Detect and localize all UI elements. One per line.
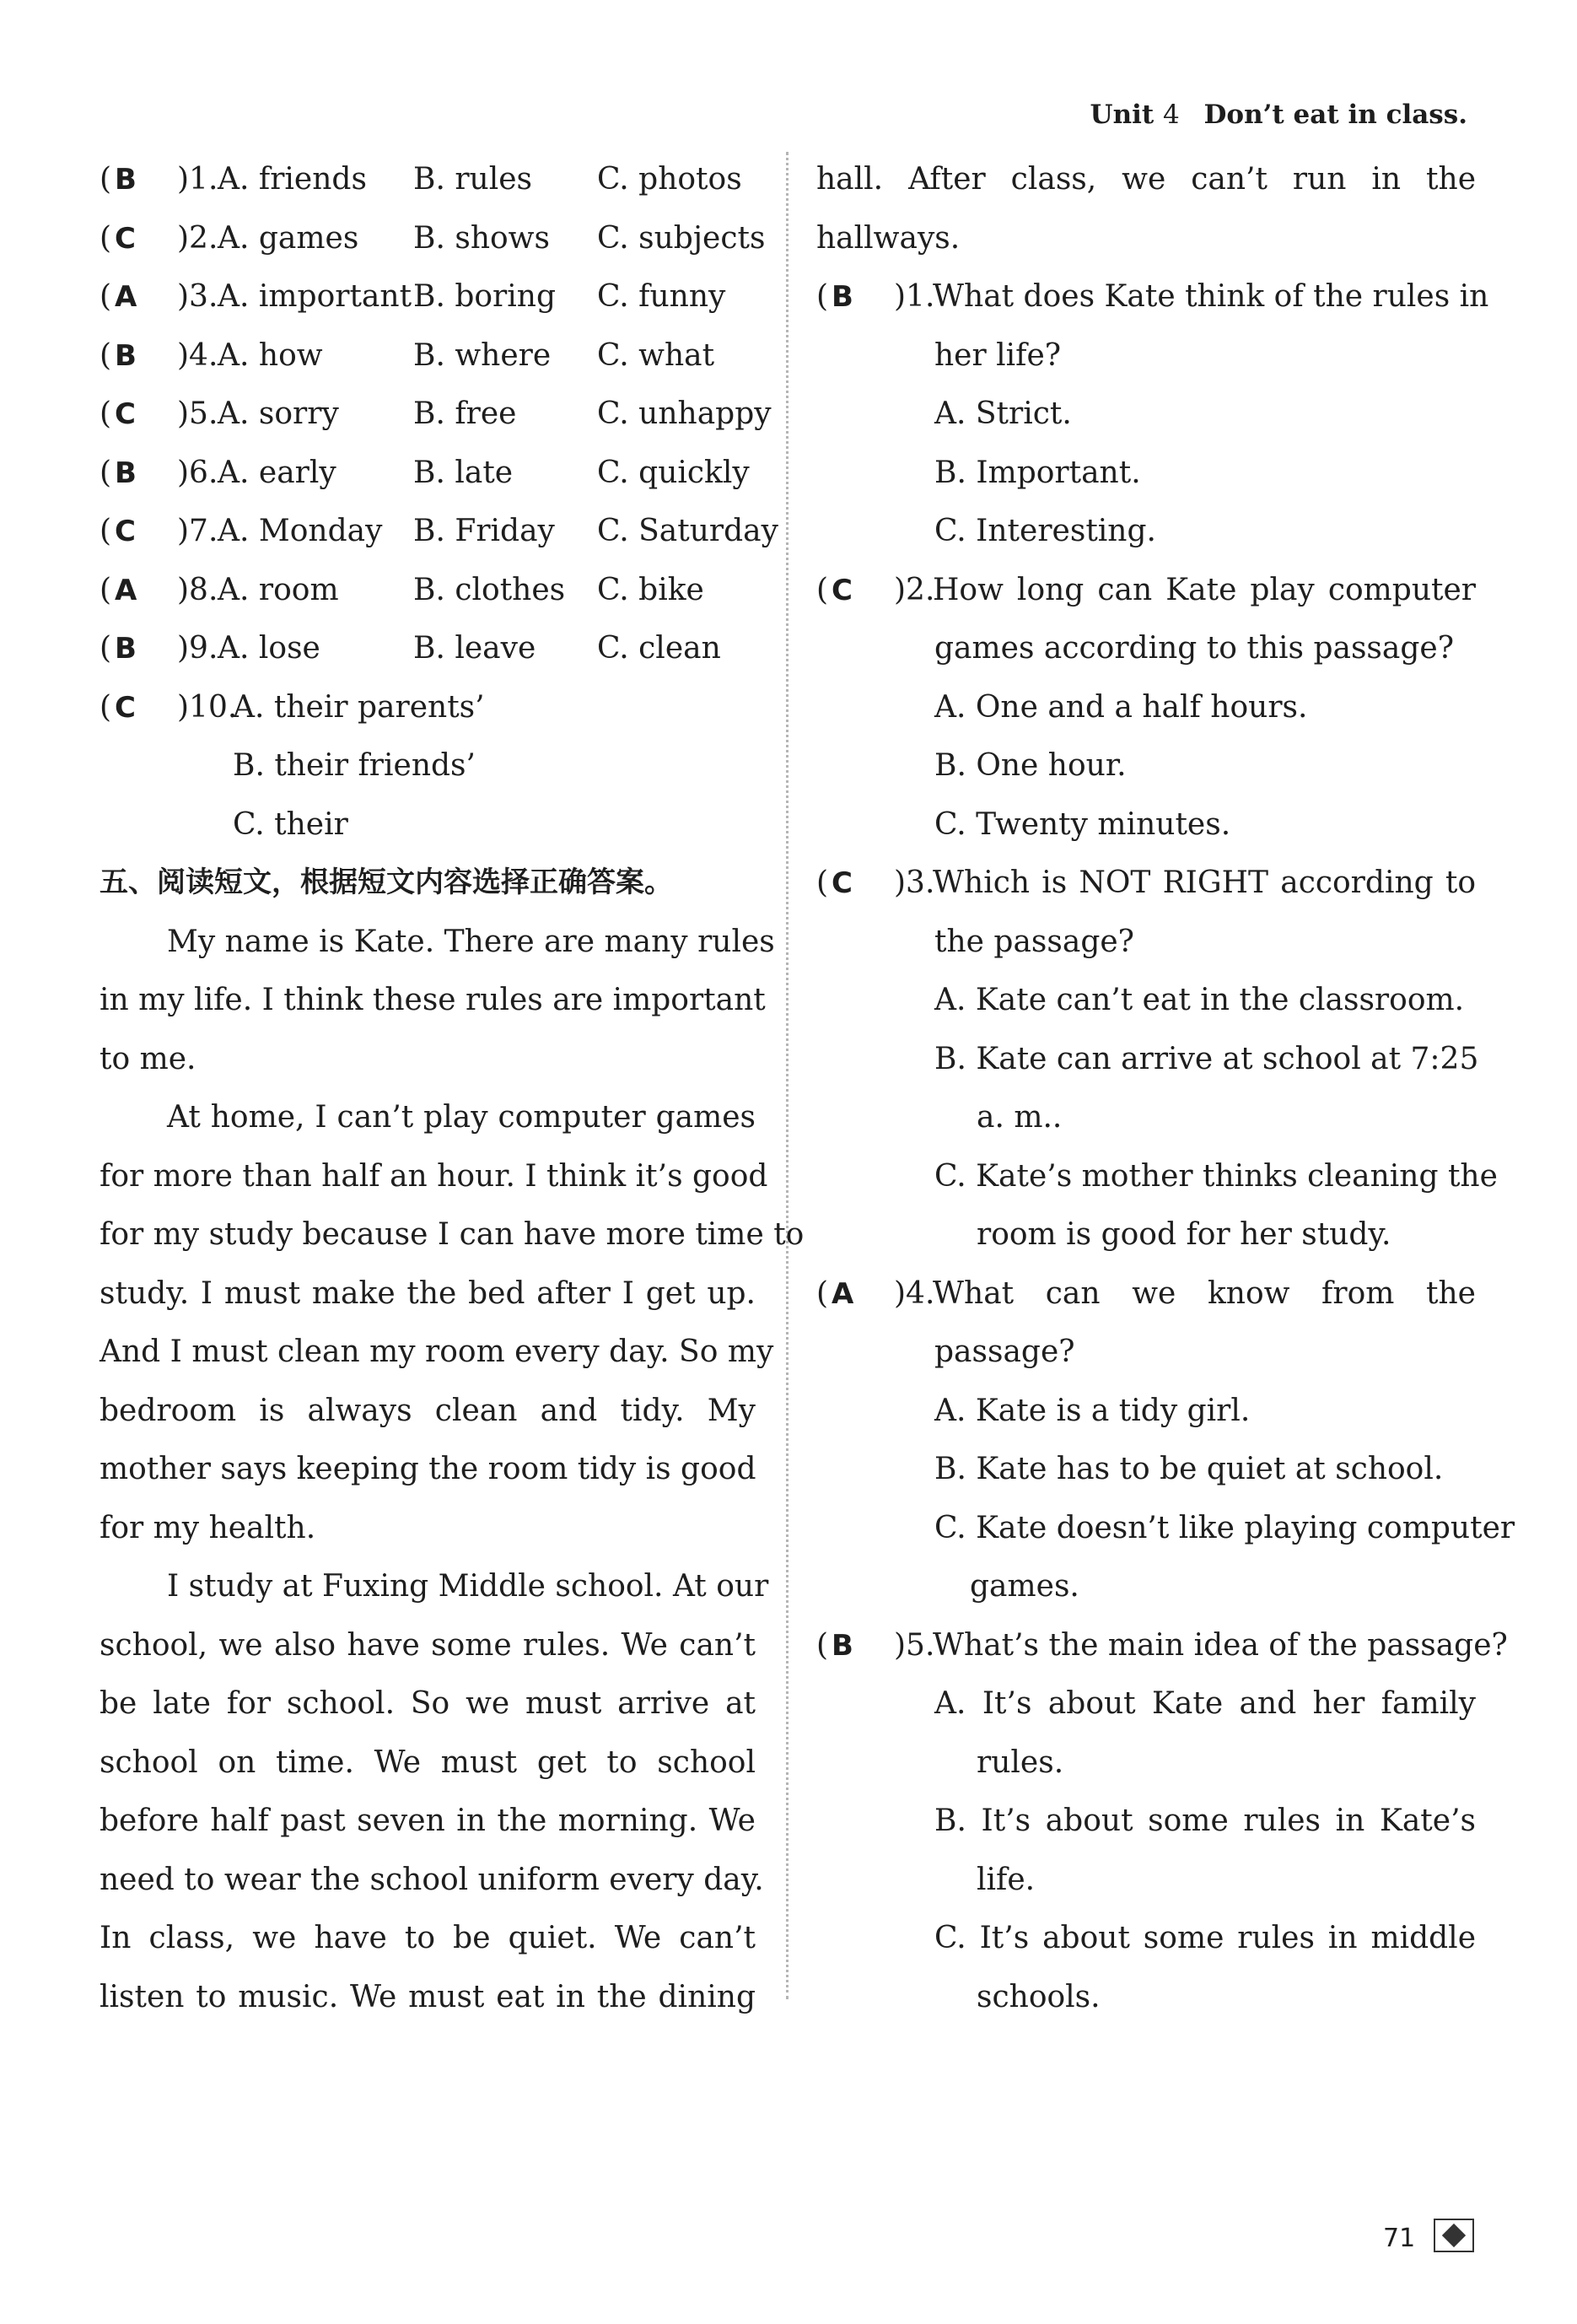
option-c-continued: games.: [970, 1569, 1079, 1604]
question-number: )6.: [177, 455, 218, 490]
question-stem: What can we know from the: [933, 1275, 1476, 1311]
option-a: A. room: [218, 572, 339, 607]
option-c: C. quickly: [597, 455, 750, 490]
option-b: B. Important.: [934, 455, 1141, 490]
option-b: B. where: [413, 337, 552, 373]
question-number: )3.: [177, 279, 218, 314]
reading-question: ( C )3. Which is NOT RIGHT according to the passage? A. Kate can’t eat in the classroom. B. Kate can arrive at school at 7:25 a. m.. C. Kate’s mother thinks cleaning the room is good for her study.: [816, 854, 1476, 1264]
passage-line: listen to music. We must eat in the dining: [100, 1979, 756, 2014]
cloze-question: ( A )3. A. important B. boring C. funny: [100, 267, 756, 326]
option-b: B. Friday: [413, 514, 555, 548]
page-number: 71: [1383, 2224, 1416, 2253]
option-b: B. late: [413, 455, 514, 490]
question-stem: games according to this passage?: [934, 631, 1455, 666]
passage-line: for more than half an hour. I think it’s good: [100, 1158, 768, 1194]
option-a: A. sorry: [218, 396, 339, 431]
cloze-question: ( C )7. A. Monday B. Friday C. Saturday: [100, 502, 756, 561]
option-c: C. Kate’s mother thinks cleaning the: [934, 1158, 1498, 1194]
question-number: )8.: [177, 572, 218, 607]
passage-line: to me.: [100, 1041, 196, 1076]
option-c: C. photos: [597, 162, 742, 197]
cloze-question: ( B )4. A. how B. where C. what: [100, 326, 756, 386]
option-b: B. leave: [413, 631, 536, 666]
question-stem: passage?: [934, 1335, 1075, 1369]
answer-mark: B: [115, 338, 137, 373]
answer-mark: B: [832, 1628, 853, 1663]
passage-line: My name is Kate. There are many rules: [167, 924, 775, 959]
left-column: [100, 150, 805, 2026]
option-a: A. One and a half hours.: [934, 689, 1308, 725]
option-a-continued: rules.: [977, 1744, 1064, 1780]
passage-line: before half past seven in the morning. We: [100, 1804, 756, 1838]
diamond-icon: [1434, 2219, 1474, 2252]
passage-line: in my life. I think these rules are important: [100, 983, 766, 1017]
passage-line: for my study because I can have more time to: [100, 1217, 805, 1252]
question-number: )4.: [177, 337, 218, 373]
option-c: C. clean: [597, 631, 721, 666]
answer-mark: A: [115, 573, 137, 607]
option-b: B. rules: [413, 162, 533, 197]
passage-line: bedroom is always clean and tidy. My: [100, 1393, 756, 1428]
option-b: B. One hour.: [934, 748, 1127, 783]
passage-line: At home, I can’t play computer games: [167, 1100, 756, 1135]
option-c: C. what: [597, 337, 715, 373]
option-b: B. boring: [413, 279, 557, 314]
question-stem: What does Kate think of the rules in: [933, 279, 1489, 314]
option-a: A. Monday: [218, 514, 383, 548]
cloze-question: ( C )5. A. sorry B. free C. unhappy: [100, 385, 756, 444]
option-b: B. their friends’: [233, 748, 476, 783]
reading-question: ( B )1. What does Kate think of the rules in her life? A. Strict. B. Important. C. Interesting.: [816, 267, 1476, 561]
question-number: )7.: [177, 514, 218, 548]
option-a: A. their parents’: [233, 689, 485, 725]
answer-mark: A: [832, 1276, 854, 1311]
passage-line: school, we also have some rules. We can’t: [100, 1627, 756, 1663]
option-c: C. subjects: [597, 220, 766, 256]
option-a: A. friends: [218, 162, 367, 197]
answer-mark: C: [832, 573, 853, 607]
passage-line: need to wear the school uniform every day.: [100, 1862, 764, 1897]
option-a: A. Kate is a tidy girl.: [934, 1393, 1251, 1428]
option-c: C. bike: [597, 572, 704, 607]
question-number: )4.: [894, 1275, 935, 1311]
option-a: A. early: [218, 455, 336, 490]
cloze-question: ( B )9. A. lose B. leave C. clean: [100, 619, 756, 678]
passage-line: In class, we have to be quiet. We can’t: [100, 1921, 756, 1955]
option-b: B. It’s about some rules in Kate’s: [934, 1804, 1476, 1838]
option-c: C. Kate doesn’t like playing computer: [934, 1510, 1515, 1545]
cloze-answer-list: [100, 150, 778, 854]
question-number: )10.: [177, 689, 238, 725]
option-c: C. unhappy: [597, 396, 772, 431]
passage-line: for my health.: [100, 1510, 316, 1545]
option-c-continued: room is good for her study.: [977, 1217, 1391, 1252]
option-b-continued: a. m..: [977, 1100, 1063, 1135]
passage-line: be late for school. So we must arrive at: [100, 1686, 756, 1721]
question-number: )9.: [177, 631, 218, 666]
answer-mark: B: [115, 163, 137, 197]
answer-mark: C: [115, 515, 136, 548]
option-a: A. Strict.: [934, 396, 1072, 431]
question-stem: What’s the main idea of the passage?: [933, 1627, 1508, 1663]
option-c: C. their: [233, 806, 348, 842]
answer-mark: C: [115, 221, 136, 256]
passage-line: And I must clean my room every day. So my: [100, 1335, 774, 1369]
passage-line: hallways.: [816, 220, 961, 256]
option-c: C. funny: [597, 279, 726, 314]
unit-label: Unit: [1090, 100, 1154, 130]
answer-mark: C: [832, 866, 853, 900]
option-a: A. how: [218, 337, 323, 373]
passage-line: hall. After class, we can’t run in the: [816, 162, 1476, 197]
option-a: A. important: [218, 279, 412, 314]
passage-line: I study at Fuxing Middle school. At our: [167, 1569, 769, 1604]
cloze-question: ( B )6. A. early B. late C. quickly: [100, 444, 756, 503]
question-number: )2.: [177, 220, 218, 256]
answer-mark: C: [115, 690, 136, 725]
option-c-continued: schools.: [977, 1979, 1101, 2014]
option-c: C. Saturday: [597, 514, 778, 548]
option-b-continued: life.: [977, 1862, 1036, 1897]
option-b: B. shows: [413, 220, 550, 256]
question-number: )5.: [894, 1627, 935, 1663]
cloze-question: ( B )1. A. friends B. rules C. photos: [100, 150, 756, 209]
question-stem: the passage?: [934, 924, 1134, 959]
question-stem: her life?: [934, 337, 1062, 373]
option-b: B. free: [413, 396, 517, 431]
answer-mark: B: [832, 280, 853, 314]
passage-line: mother says keeping the room tidy is good: [100, 1452, 756, 1486]
option-a: A. It’s about Kate and her family: [934, 1686, 1476, 1721]
answer-mark: C: [115, 397, 136, 431]
option-a: A. Kate can’t eat in the classroom.: [934, 983, 1465, 1017]
question-stem: How long can Kate play computer: [933, 572, 1476, 607]
answer-mark: B: [115, 456, 137, 490]
option-a: A. games: [218, 220, 359, 256]
unit-number: 4: [1163, 100, 1180, 130]
question-number: )1.: [894, 279, 935, 314]
cloze-question: ( A )8. A. room B. clothes C. bike: [100, 561, 756, 620]
reading-question: ( A )4. What can we know from the passage? A. Kate is a tidy girl. B. Kate has to be quiet at school. C. Kate doesn’t like playing computer games.: [816, 1264, 1476, 1616]
option-b: B. Kate has to be quiet at school.: [934, 1452, 1444, 1486]
section-title: 五、阅读短文，根据短文内容选择正确答案。: [100, 865, 673, 899]
option-c: C. It’s about some rules in middle: [934, 1921, 1476, 1955]
question-number: )1.: [177, 162, 218, 197]
question-number: )2.: [894, 572, 935, 607]
passage-line: study. I must make the bed after I get up.: [100, 1275, 756, 1311]
cloze-question-10: ( C )10. A. their parents’: [100, 678, 756, 737]
passage-line: school on time. We must get to school: [100, 1744, 756, 1780]
option-a: A. lose: [218, 631, 320, 666]
question-stem: Which is NOT RIGHT according to: [933, 865, 1476, 900]
option-b: B. clothes: [413, 572, 566, 607]
option-c: C. Interesting.: [934, 514, 1156, 548]
unit-title: Don’t eat in class.: [1203, 100, 1467, 130]
unit-header: [1090, 100, 1467, 130]
option-b: B. Kate can arrive at school at 7:25: [934, 1041, 1479, 1076]
question-number: )3.: [894, 865, 935, 900]
answer-mark: A: [115, 280, 137, 314]
reading-question: ( C )2. How long can Kate play computer games according to this passage? A. One and a half hours. B. One hour. C. Twenty minutes.: [816, 561, 1476, 855]
question-number: )5.: [177, 396, 218, 431]
option-c: C. Twenty minutes.: [934, 806, 1231, 842]
reading-question: ( B )5. What’s the main idea of the passage? A. It’s about Kate and her family rules. B. It’s about some rules in Kate’s life. C. It’s about some rules in middle schools.: [816, 1616, 1476, 2027]
reading-passage: [100, 913, 805, 2027]
column-divider: [786, 152, 788, 1999]
right-column: [816, 150, 1515, 2026]
answer-mark: B: [115, 632, 137, 666]
cloze-question: ( C )2. A. games B. shows C. subjects: [100, 209, 756, 268]
